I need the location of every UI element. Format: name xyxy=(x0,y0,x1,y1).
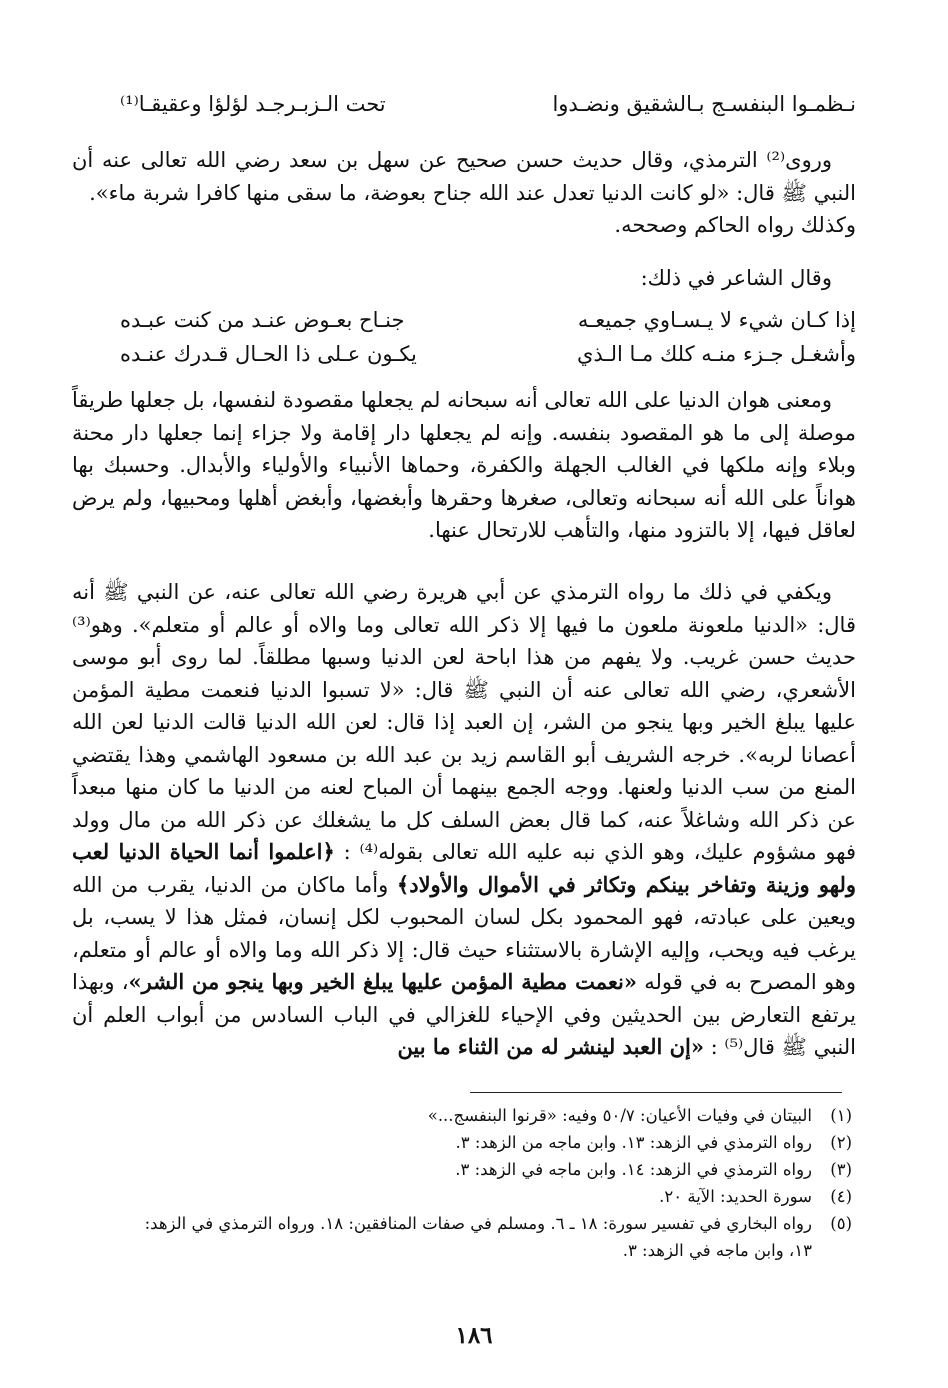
footnote-text: رواه الترمذي في الزهد: ١٤. وابن ماجه في الزهد: ٣. xyxy=(455,1160,812,1179)
footnote-text: البيتان في وفيات الأعيان: ٥٠/٧ وفيه: «قرنوا البنفسج...» xyxy=(427,1106,812,1125)
poem-verse-1 xyxy=(120,308,856,332)
poet-intro-text: وقال الشاعر في ذلك: xyxy=(640,266,832,290)
opening-verse xyxy=(120,92,856,116)
text-segment: وأما ماكان من الدنيا، يقرب من الله ويعين على عبادته، فهو المحمود بكل لسان المحبوب لكل إنسان، فمثل هذا لا يسب، بل يرغب فيه ويحب، وإليه الإشارة بالاستثناء حيث قال: إلا ذكر الله وما والاه أو عالم أو متعلم، وهو المصرح به في قوله xyxy=(72,872,857,994)
footnote-text: رواه البخاري في تفسير سورة: ١٨ ـ ٦. ومسلم في صفات المنافقين: ١٨. ورواه الترمذي في الزهد: xyxy=(144,1214,812,1233)
paragraph-text xyxy=(72,576,856,1064)
footnote-text: سورة الحديد: الآية ٢٠. xyxy=(659,1187,812,1206)
poet-intro xyxy=(72,262,856,295)
footnote xyxy=(72,1129,852,1156)
footnotes xyxy=(72,1102,852,1264)
footnote xyxy=(72,1210,852,1237)
footnote-text: رواه الترمذي في الزهد: ١٣. وابن ماجه من الزهد: ٣. xyxy=(455,1133,812,1152)
footnote-continuation: ١٣، وابن ماجه في الزهد: ٣. xyxy=(622,1241,812,1260)
footnote xyxy=(72,1102,852,1129)
verse-hemistich-1: نـظمـوا البنفسـج بـالشقيق ونضـدوا xyxy=(552,92,856,116)
verse-hemistich-2: يكـون عـلى ذا الحـال قـدرك عنـده xyxy=(120,342,417,366)
footnote xyxy=(72,1183,852,1210)
text-segment: ويكفي في ذلك ما رواه الترمذي عن أبي هريرة رضي الله تعالى عنه، عن النبي ﷺ أنه قال: «الدنيا ملعونة ملعون ما فيها إلا ذكر الله تعالى وما والاه أو عالم أو متعلم». وهو⁽³⁾ حديث حسن غريب. ولا يفهم من هذا اباحة لعن الدنيا وسبها مطلقاً. لما روى أبو موسى الأشعري، رضي الله تعالى عنه أن النبي ﷺ قال: «لا تسبوا الدنيا فنعمت مطية المؤمن عليها يبلغ الخير وبها ينجو من الشر، إن العبد إذا قال: لعن الله الدنيا قالت الدنيا لعن الله أعصانا لربه». خرجه الشريف أبو القاسم زيد بن عبد الله بن مسعود الهاشمي وهذا يقتضي المنع من سب الدنيا ولعنها. ووجه الجمع بينهما أن المباح لعنه من الدنيا ما كان منها مبعداً عن ذكر الله وشاغلاً عنه، كما قال بعض السلف كل ما يشغلك عن ذكر الله من مال وولد فهو مشؤوم عليك، وهو الذي نبه عليه الله تعالى بقوله⁽⁴⁾ : xyxy=(72,580,856,864)
footnote-number: (٤) xyxy=(830,1187,852,1206)
poem-verse-2 xyxy=(120,342,856,366)
footnote xyxy=(72,1156,852,1183)
hadith-quote: «نعمت مطية المؤمن عليها يبلغ الخير وبها ينجو من الشر» xyxy=(128,969,637,994)
paragraph-evidence xyxy=(72,576,856,1064)
paragraph-text: ومعنى هوان الدنيا على الله تعالى أنه سبحانه لم يجعلها مقصودة لنفسها، بل جعلها طريقاً موصلة إلى ما هو المقصود بنفسه. وإنه لم يجعلها دار إقامة ولا جزاء إنما جعلها دار محنة وبلاء وإنه ملكها في الغالب الجهلة والكفرة، وحماها الأنبياء والأولياء والأبدال. وحسبك بها هواناً على الله أنه سبحانه وتعالى، صغرها وحقرها وأبغضها، وأبغض أهلها ومحبيها، ولم يرض لعاقل فيها، إلا بالتزود منها، والتأهب للارتحال عنها. xyxy=(72,388,856,542)
verse-hemistich-1: وأشغـل جـزء منـه كلك مـا الـذي xyxy=(576,342,856,366)
paragraph-line: وكذلك رواه الحاكم وصححه. xyxy=(614,213,856,237)
verse-hemistich-2: جنـاح بعـوض عنـد من كنت عبـده xyxy=(120,308,405,332)
verse-hemistich-2: تحت الـزبـرجـد لؤلؤا وعقيقـا⁽¹⁾ xyxy=(120,92,386,116)
page-number: ١٨٦ xyxy=(455,1322,493,1349)
footnote-number: (٣) xyxy=(830,1160,852,1179)
paragraph-line: وروى⁽²⁾ الترمذي، وقال حديث حسن صحيح عن سهل بن سعد رضي الله تعالى عنه أن النبي ﷺ قال: «لو كانت الدنيا تعدل عند الله جناح بعوضة، ما سقى منها كافرا شربة ماء». xyxy=(72,148,856,205)
verse-hemistich-1: إذا كـان شيء لا يـسـاوي جميعـه xyxy=(577,308,856,332)
quran-verse: ﴿اعلموا أنما الحياة الدنيا لعب ولهو وزينة وتفاخر بينكم وتكاثر في الأموال والأولاد﴾ xyxy=(72,839,856,897)
hadith-quote: «إن العبد لينشر له من الثناء ما بين xyxy=(397,1034,704,1059)
paragraph-meaning xyxy=(72,384,856,547)
footnote-number: (٢) xyxy=(830,1133,852,1152)
footnote-divider xyxy=(470,1092,842,1093)
footnote-number: (١) xyxy=(830,1106,852,1125)
paragraph-tirmidhi-hadith xyxy=(72,144,856,242)
text-segment: ، وبهذا يرتفع التعارض بين الحديثين وفي الإحياء للغزالي في الباب السادس من أبواب العلم أن النبي ﷺ قال⁽⁵⁾ : xyxy=(72,970,856,1059)
footnote-number: (٥) xyxy=(830,1214,852,1233)
